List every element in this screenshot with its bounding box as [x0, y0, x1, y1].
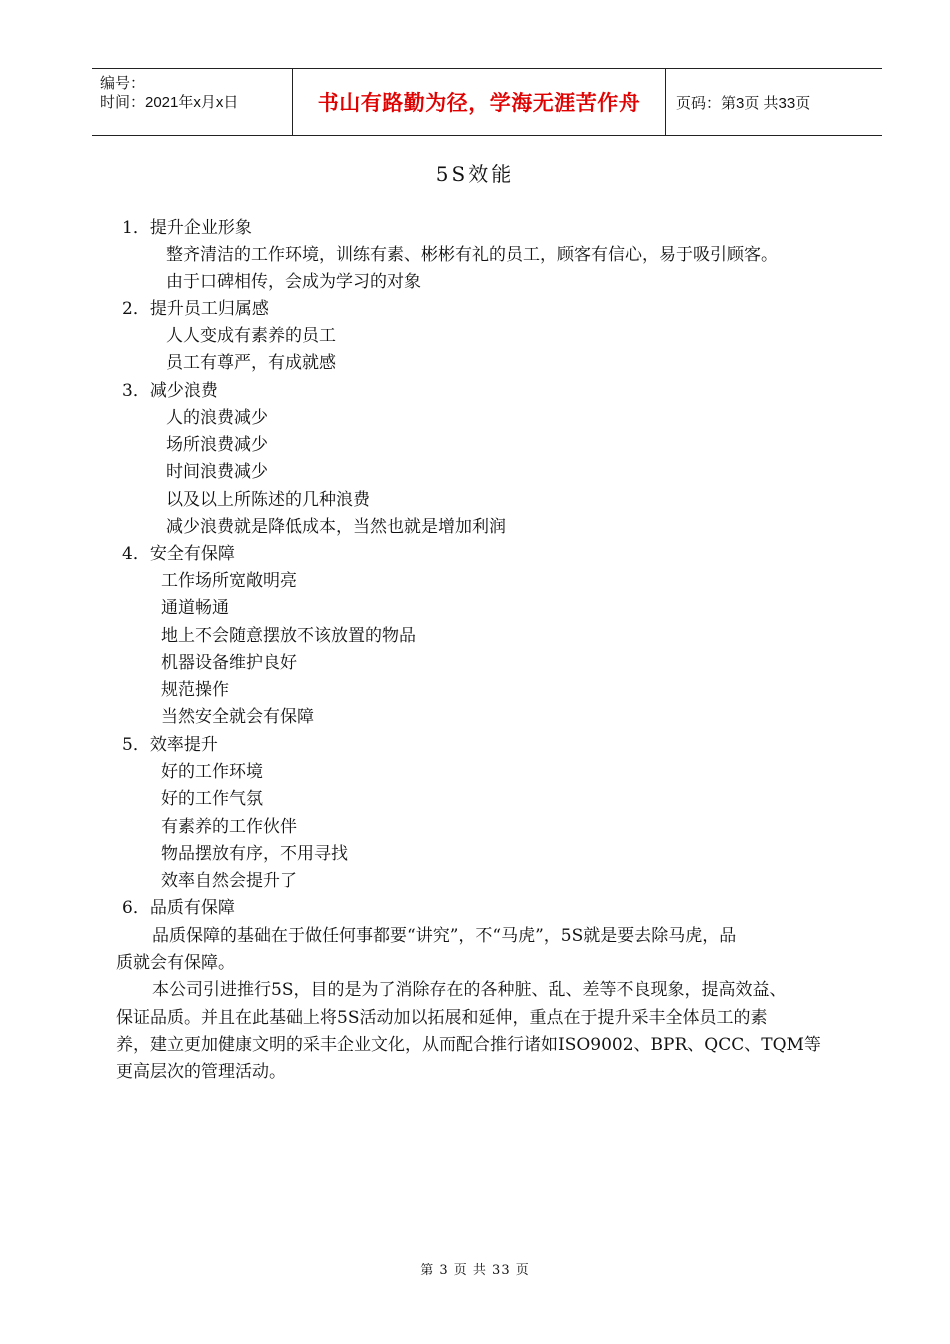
list-item: 当然安全就会有保障	[161, 707, 314, 727]
document-title: 5S效能	[435, 162, 515, 186]
list-item: 减少浪费就是降低成本，当然也就是增加利润	[166, 517, 506, 537]
paragraph-line: 保证品质。并且在此基础上将5S活动加以拓展和延伸，重点在于提升采丰全体员工的素	[116, 1008, 768, 1028]
section-heading: 6．品质有保障	[122, 898, 235, 918]
list-item: 地上不会随意摆放不该放置的物品	[161, 626, 416, 646]
section-heading: 1．提升企业形象	[122, 218, 252, 238]
paragraph-line: 更高层次的管理活动。	[116, 1062, 286, 1082]
paragraph-line: 养，建立更加健康文明的采丰企业文化，从而配合推行诸如ISO9002、BPR、QCC、TQM等	[116, 1035, 821, 1055]
document-number-label: 编号：	[100, 75, 146, 92]
list-item: 员工有尊严，有成就感	[166, 353, 336, 373]
paragraph-line: 本公司引进推行5S，目的是为了消除存在的各种脏、乱、差等不良现象，提高效益、	[152, 980, 787, 1000]
list-item: 好的工作环境	[161, 762, 263, 782]
document-header	[92, 68, 882, 136]
list-item: 场所浪费减少	[166, 435, 268, 455]
list-item: 效率自然会提升了	[161, 871, 297, 891]
list-item: 规范操作	[161, 680, 229, 700]
section-heading: 4．安全有保障	[122, 544, 235, 564]
section-heading: 2．提升员工归属感	[122, 299, 269, 319]
list-item: 好的工作气氛	[161, 789, 263, 809]
section-heading: 5．效率提升	[122, 735, 218, 755]
header-motto: 书山有路勤为径，学海无涯苦作舟	[293, 69, 666, 135]
list-item: 物品摆放有序，不用寻找	[161, 844, 348, 864]
list-item: 通道畅通	[161, 598, 229, 618]
section-heading: 3．减少浪费	[122, 381, 218, 401]
paragraph-line: 品质保障的基础在于做任何事都要“讲究”，不“马虎”，5S就是要去除马虎，品	[152, 926, 737, 946]
paragraph-line: 质就会有保障。	[116, 953, 235, 973]
list-item: 机器设备维护良好	[161, 653, 297, 673]
list-item: 人的浪费减少	[166, 408, 268, 428]
document-time-label: 时间：2021年x月x日	[100, 94, 239, 111]
list-item: 有素养的工作伙伴	[161, 817, 297, 837]
list-item: 整齐清洁的工作环境，训练有素、彬彬有礼的员工，顾客有信心，易于吸引顾客。	[166, 245, 778, 265]
list-item: 以及以上所陈述的几种浪费	[166, 490, 370, 510]
list-item: 人人变成有素养的员工	[166, 326, 336, 346]
list-item: 时间浪费减少	[166, 462, 268, 482]
page-footer: 第 3 页 共 33 页	[420, 1263, 530, 1278]
list-item: 由于口碑相传，会成为学习的对象	[166, 272, 421, 292]
header-page-label: 页码：第3页 共33页	[676, 94, 811, 112]
header-meta-cell	[92, 69, 293, 135]
list-item: 工作场所宽敞明亮	[161, 571, 297, 591]
